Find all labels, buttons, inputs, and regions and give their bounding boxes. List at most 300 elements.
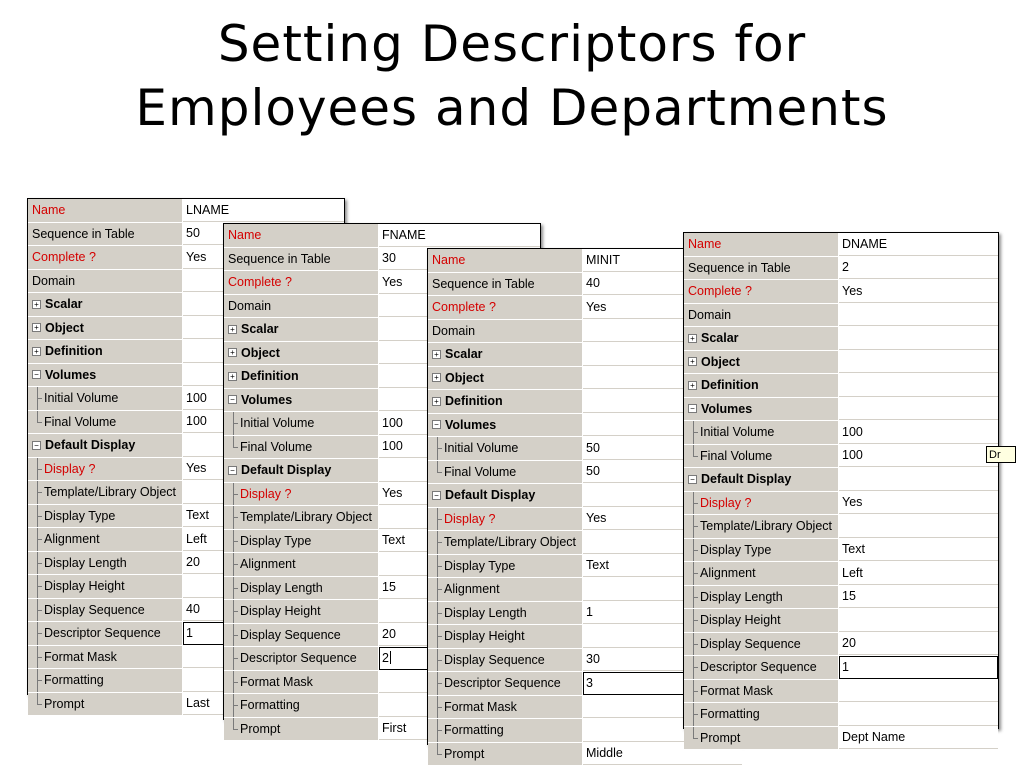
property-label	[28, 246, 183, 269]
property-value-text: Yes	[842, 283, 863, 298]
tree-line	[437, 707, 438, 718]
property-label	[28, 317, 183, 340]
property-value-text: 50	[586, 464, 600, 479]
property-label	[428, 343, 583, 366]
property-label	[28, 340, 183, 363]
property-row-domain[interactable]	[684, 304, 998, 328]
tree-line	[37, 563, 38, 574]
property-label	[224, 436, 379, 459]
property-label	[684, 586, 839, 609]
expand-node-icon[interactable]: +	[688, 357, 697, 366]
property-label-text: Display Height	[444, 629, 525, 644]
property-label-text: Descriptor Sequence	[700, 660, 817, 675]
property-value-text: DNAME	[842, 236, 888, 251]
collapse-node-icon[interactable]: −	[688, 404, 697, 413]
property-row-object[interactable]	[684, 351, 998, 375]
property-label-text: Display Type	[444, 558, 516, 573]
tree-line	[693, 691, 694, 702]
property-label-text: Object	[445, 370, 484, 385]
property-label-text: Descriptor Sequence	[44, 626, 161, 641]
expand-node-icon[interactable]: +	[432, 350, 441, 359]
property-label-text: Formatting	[700, 707, 760, 722]
property-value-field[interactable]	[839, 515, 998, 538]
property-value-field[interactable]	[839, 539, 998, 562]
property-label	[224, 647, 379, 670]
property-value-field[interactable]	[839, 586, 998, 609]
property-value-text: Text	[186, 508, 209, 523]
property-label-text: Domain	[32, 273, 76, 288]
property-label-text: Domain	[688, 307, 732, 322]
property-row-definition[interactable]	[684, 374, 998, 398]
property-value-text: 2	[842, 260, 849, 275]
property-value-text: Yes	[586, 511, 607, 526]
property-label	[224, 365, 379, 388]
property-value-field[interactable]	[839, 351, 998, 374]
tree-line	[233, 494, 234, 505]
property-label	[224, 483, 379, 506]
property-value-text: Text	[586, 558, 609, 573]
property-value-text: 1	[842, 659, 849, 674]
property-value-text: 15	[842, 589, 856, 604]
property-label-text: Display ?	[700, 495, 752, 510]
property-label-text: Template/Library Object	[240, 510, 373, 525]
property-label-text: Default Display	[701, 472, 792, 487]
property-label-text: Template/Library Object	[444, 535, 577, 550]
tree-line	[37, 586, 38, 597]
property-label-text: Display Sequence	[44, 602, 145, 617]
property-label	[684, 562, 839, 585]
property-label	[224, 600, 379, 623]
property-row-display-height[interactable]	[684, 609, 998, 633]
property-value-text: 100	[382, 415, 403, 430]
property-value-text: 50	[586, 440, 600, 455]
tree-line	[693, 714, 694, 725]
property-label	[428, 672, 583, 695]
expand-node-icon[interactable]: +	[32, 323, 41, 332]
property-label-text: Initial Volume	[44, 391, 119, 406]
property-row-display-type[interactable]	[684, 539, 998, 563]
property-label	[428, 743, 583, 766]
property-label	[224, 318, 379, 341]
property-label	[28, 622, 183, 645]
property-label-text: Scalar	[45, 297, 83, 312]
property-label-text: Descriptor Sequence	[240, 651, 357, 666]
property-label-text: Template/Library Object	[44, 485, 177, 500]
property-value-field[interactable]	[183, 199, 344, 222]
property-palette-dname	[683, 232, 999, 745]
property-label	[428, 249, 583, 272]
tree-line	[437, 613, 438, 624]
tree-line	[693, 667, 694, 678]
property-label	[428, 437, 583, 460]
property-label-text: Sequence in Table	[32, 226, 135, 241]
property-value-field[interactable]	[839, 727, 998, 750]
tree-line	[437, 589, 438, 600]
property-label-text: Display Type	[240, 533, 312, 548]
property-label-text: Display Height	[700, 613, 781, 628]
property-label	[684, 257, 839, 280]
property-label-text: Name	[688, 237, 722, 252]
property-value-text: Yes	[842, 495, 863, 510]
property-value-field[interactable]	[839, 327, 998, 350]
property-row-display-sequence[interactable]	[684, 633, 998, 657]
property-label	[28, 411, 183, 434]
property-label	[28, 458, 183, 481]
property-value-field[interactable]	[379, 224, 540, 247]
property-label-text: Sequence in Table	[432, 276, 535, 291]
property-label	[428, 696, 583, 719]
tree-line	[233, 541, 234, 552]
property-label	[428, 320, 583, 343]
property-value-text: Yes	[382, 274, 403, 289]
property-label-text: Display Height	[240, 604, 321, 619]
property-label	[684, 398, 839, 421]
property-label	[28, 364, 183, 387]
property-label-text: Final Volume	[444, 464, 517, 479]
property-label	[428, 484, 583, 507]
property-label	[28, 575, 183, 598]
property-value-field[interactable]	[839, 374, 998, 397]
tree-line	[233, 517, 234, 528]
property-row-display[interactable]	[684, 492, 998, 516]
property-value-text: 100	[186, 390, 207, 405]
property-label	[684, 304, 839, 327]
property-label-text: Display Length	[44, 555, 127, 570]
tree-line	[233, 705, 234, 716]
tree-line	[693, 503, 694, 514]
property-label-text: Format Mask	[700, 683, 773, 698]
property-value-text: 1	[586, 605, 593, 620]
property-label-text: Alignment	[444, 582, 500, 597]
property-label	[28, 223, 183, 246]
property-label	[684, 703, 839, 726]
property-label-text: Volumes	[701, 401, 753, 416]
property-label	[428, 273, 583, 296]
property-label-text: Default Display	[45, 438, 136, 453]
property-label-text: Scalar	[241, 322, 279, 337]
property-label-text: Final Volume	[700, 448, 773, 463]
collapse-node-icon[interactable]: −	[32, 441, 41, 450]
property-value-text: Left	[842, 565, 863, 580]
property-label	[28, 505, 183, 528]
expand-node-icon[interactable]: +	[32, 300, 41, 309]
tree-line	[37, 492, 38, 503]
property-row-sequence-in-table[interactable]	[684, 257, 998, 281]
property-label	[224, 694, 379, 717]
property-label-text: Display Length	[444, 605, 527, 620]
property-value-text: Middle	[586, 746, 623, 761]
property-label	[28, 669, 183, 692]
property-label	[224, 224, 379, 247]
property-row-alignment[interactable]	[684, 562, 998, 586]
property-label-text: Prompt	[700, 730, 741, 745]
property-value-text: Text	[382, 533, 405, 548]
property-label	[684, 468, 839, 491]
tree-line	[37, 680, 38, 691]
property-label-text: Display Sequence	[700, 636, 801, 651]
property-value-field[interactable]	[839, 445, 998, 468]
property-label-text: Complete ?	[432, 300, 496, 315]
property-label	[428, 461, 583, 484]
tooltip: Dr	[986, 446, 1016, 463]
property-row-format-mask[interactable]	[684, 680, 998, 704]
property-row-final-volume[interactable]	[684, 445, 998, 469]
property-label	[28, 693, 183, 716]
property-value-text: 40	[586, 276, 600, 291]
tree-line	[693, 620, 694, 631]
property-label-text: Definition	[45, 344, 103, 359]
property-row-scalar[interactable]	[684, 327, 998, 351]
property-label-text: Format Mask	[444, 699, 517, 714]
tree-line	[233, 682, 234, 693]
property-value-field[interactable]	[839, 233, 998, 256]
property-label-text: Formatting	[240, 698, 300, 713]
property-label-text: Scalar	[701, 331, 739, 346]
property-value-field[interactable]	[839, 421, 998, 444]
tree-line	[437, 542, 438, 553]
slide-title-line1: Setting Descriptors for	[217, 15, 807, 73]
slide-title-line2: Employees and Departments	[135, 79, 889, 137]
property-value-text: Text	[842, 542, 865, 557]
property-label	[684, 327, 839, 350]
collapse-node-icon[interactable]: −	[228, 466, 237, 475]
property-label-text: Volumes	[45, 367, 97, 382]
property-value-field[interactable]	[839, 680, 998, 703]
property-label-text: Display Length	[240, 580, 323, 595]
collapse-node-icon[interactable]: −	[228, 395, 237, 404]
property-label	[684, 233, 839, 256]
property-value-text: 30	[586, 652, 600, 667]
property-label-text: Alignment	[700, 566, 756, 581]
property-value-text: Yes	[382, 486, 403, 501]
tree-line	[233, 635, 234, 646]
property-label-text: Display Sequence	[444, 652, 545, 667]
property-label	[28, 270, 183, 293]
expand-node-icon[interactable]: +	[228, 325, 237, 334]
tree-line	[233, 588, 234, 599]
property-label-text: Volumes	[241, 392, 293, 407]
property-label-text: Name	[432, 253, 466, 268]
tree-line	[37, 539, 38, 550]
property-value-text: MINIT	[586, 252, 621, 267]
property-label-text: Sequence in Table	[688, 260, 791, 275]
property-label	[224, 248, 379, 271]
property-value-text: Yes	[186, 249, 207, 264]
property-label-text: Domain	[432, 323, 476, 338]
property-label	[428, 578, 583, 601]
tree-line	[693, 644, 694, 655]
property-value-text: 20	[186, 555, 200, 570]
property-row-name[interactable]	[224, 224, 540, 248]
property-label	[28, 434, 183, 457]
tree-line	[37, 469, 38, 480]
property-label	[684, 656, 839, 679]
property-label-text: Display ?	[44, 461, 96, 476]
property-label-text: Descriptor Sequence	[444, 676, 561, 691]
property-value-text: 15	[382, 580, 396, 595]
property-row-display-length[interactable]	[684, 586, 998, 610]
tree-line	[37, 633, 38, 644]
property-label	[428, 531, 583, 554]
property-value-field[interactable]	[839, 280, 998, 303]
property-label-text: Complete ?	[228, 275, 292, 290]
property-label	[428, 296, 583, 319]
collapse-node-icon[interactable]: −	[432, 420, 441, 429]
property-value-field[interactable]	[839, 633, 998, 656]
collapse-node-icon[interactable]: −	[32, 370, 41, 379]
property-label	[28, 528, 183, 551]
property-label	[684, 280, 839, 303]
property-label-text: Display Type	[700, 542, 772, 557]
property-label	[428, 649, 583, 672]
property-value-text: 3	[586, 675, 593, 690]
property-label	[684, 633, 839, 656]
property-row-name[interactable]	[684, 233, 998, 257]
expand-node-icon[interactable]: +	[688, 381, 697, 390]
property-label-text: Object	[701, 354, 740, 369]
property-label	[28, 293, 183, 316]
collapse-node-icon[interactable]: −	[688, 475, 697, 484]
property-label	[224, 271, 379, 294]
property-label-text: Final Volume	[240, 439, 313, 454]
property-label-text: Format Mask	[44, 649, 117, 664]
property-label	[224, 295, 379, 318]
tree-line	[233, 423, 234, 434]
property-value-field[interactable]	[839, 703, 998, 726]
property-label	[28, 646, 183, 669]
property-label-text: Alignment	[44, 532, 100, 547]
expand-node-icon[interactable]: +	[228, 372, 237, 381]
tree-line	[37, 610, 38, 621]
property-value-field[interactable]	[839, 562, 998, 585]
property-label-text: Initial Volume	[700, 425, 775, 440]
property-label	[224, 530, 379, 553]
property-label-text: Alignment	[240, 557, 296, 572]
property-label-text: Domain	[228, 298, 272, 313]
property-label	[684, 539, 839, 562]
tree-line	[437, 519, 438, 530]
property-label	[224, 671, 379, 694]
property-value-text: Dept Name	[842, 730, 906, 745]
tree-line	[437, 566, 438, 577]
tree-line	[693, 526, 694, 537]
property-label	[28, 387, 183, 410]
property-label	[684, 445, 839, 468]
property-row-formatting[interactable]	[684, 703, 998, 727]
property-value-field[interactable]	[839, 656, 998, 679]
property-label	[428, 390, 583, 413]
property-label	[428, 508, 583, 531]
property-value-text: 1	[186, 625, 193, 640]
tree-line	[37, 657, 38, 668]
property-label-text: Default Display	[241, 463, 332, 478]
property-row-descriptor-sequence[interactable]	[684, 656, 998, 680]
property-value-text: Yes	[586, 299, 607, 314]
property-row-default-display[interactable]	[684, 468, 998, 492]
property-label	[684, 609, 839, 632]
property-label-text: Template/Library Object	[700, 519, 833, 534]
property-label-text: Prompt	[44, 696, 85, 711]
property-value-text: 100	[382, 439, 403, 454]
property-label	[684, 351, 839, 374]
property-row-initial-volume[interactable]	[684, 421, 998, 445]
property-label-text: Display Length	[700, 589, 783, 604]
property-label-text: Volumes	[445, 417, 497, 432]
property-label	[428, 602, 583, 625]
collapse-node-icon[interactable]: −	[432, 491, 441, 500]
property-label	[28, 481, 183, 504]
property-label	[684, 680, 839, 703]
property-label	[428, 367, 583, 390]
property-label-text: Format Mask	[240, 674, 313, 689]
property-value-text: 20	[842, 636, 856, 651]
expand-node-icon[interactable]: +	[32, 347, 41, 356]
property-row-volumes[interactable]	[684, 398, 998, 422]
expand-node-icon[interactable]: +	[228, 348, 237, 357]
property-label	[28, 599, 183, 622]
property-value-text: LNAME	[186, 202, 230, 217]
property-label	[28, 199, 183, 222]
expand-node-icon[interactable]: +	[432, 397, 441, 406]
property-value-text: 100	[842, 448, 863, 463]
expand-node-icon[interactable]: +	[688, 334, 697, 343]
property-label-text: Formatting	[44, 673, 104, 688]
property-label-text: Initial Volume	[444, 441, 519, 456]
property-value-text: 100	[842, 424, 863, 439]
expand-node-icon[interactable]: +	[432, 373, 441, 382]
property-value-text: 50	[186, 226, 200, 241]
property-label	[428, 414, 583, 437]
property-row-prompt[interactable]	[684, 727, 998, 751]
property-label-text: Display ?	[444, 511, 496, 526]
property-label	[684, 492, 839, 515]
property-value-text: 20	[382, 627, 396, 642]
property-value-field[interactable]	[839, 304, 998, 327]
property-label	[28, 552, 183, 575]
tree-line	[437, 683, 438, 694]
tree-line	[693, 550, 694, 561]
property-label-text: Display Sequence	[240, 627, 341, 642]
property-label-text: Scalar	[445, 347, 483, 362]
property-label	[224, 577, 379, 600]
slide-title	[0, 12, 1024, 140]
property-label-text: Name	[32, 203, 66, 218]
property-label-text: Name	[228, 228, 262, 243]
property-label-text: Object	[45, 320, 84, 335]
property-label	[224, 506, 379, 529]
property-label-text: Definition	[445, 394, 503, 409]
property-label-text: Default Display	[445, 488, 536, 503]
property-label-text: Display Type	[44, 508, 116, 523]
property-label-text: Sequence in Table	[228, 251, 331, 266]
property-row-complete[interactable]	[684, 280, 998, 304]
property-row-name[interactable]	[28, 199, 344, 223]
property-label-text: Object	[241, 345, 280, 360]
tree-line	[693, 432, 694, 443]
property-label-text: Final Volume	[44, 414, 117, 429]
property-value-text: 30	[382, 251, 396, 266]
property-value-text: Last	[186, 696, 210, 711]
text-cursor	[390, 651, 391, 664]
property-value-field[interactable]	[839, 609, 998, 632]
property-label	[224, 389, 379, 412]
property-row-template-library-object[interactable]	[684, 515, 998, 539]
property-value-field[interactable]	[839, 398, 998, 421]
property-value-field[interactable]	[839, 257, 998, 280]
property-label	[224, 553, 379, 576]
property-value-field[interactable]	[839, 492, 998, 515]
property-value-field[interactable]	[839, 468, 998, 491]
